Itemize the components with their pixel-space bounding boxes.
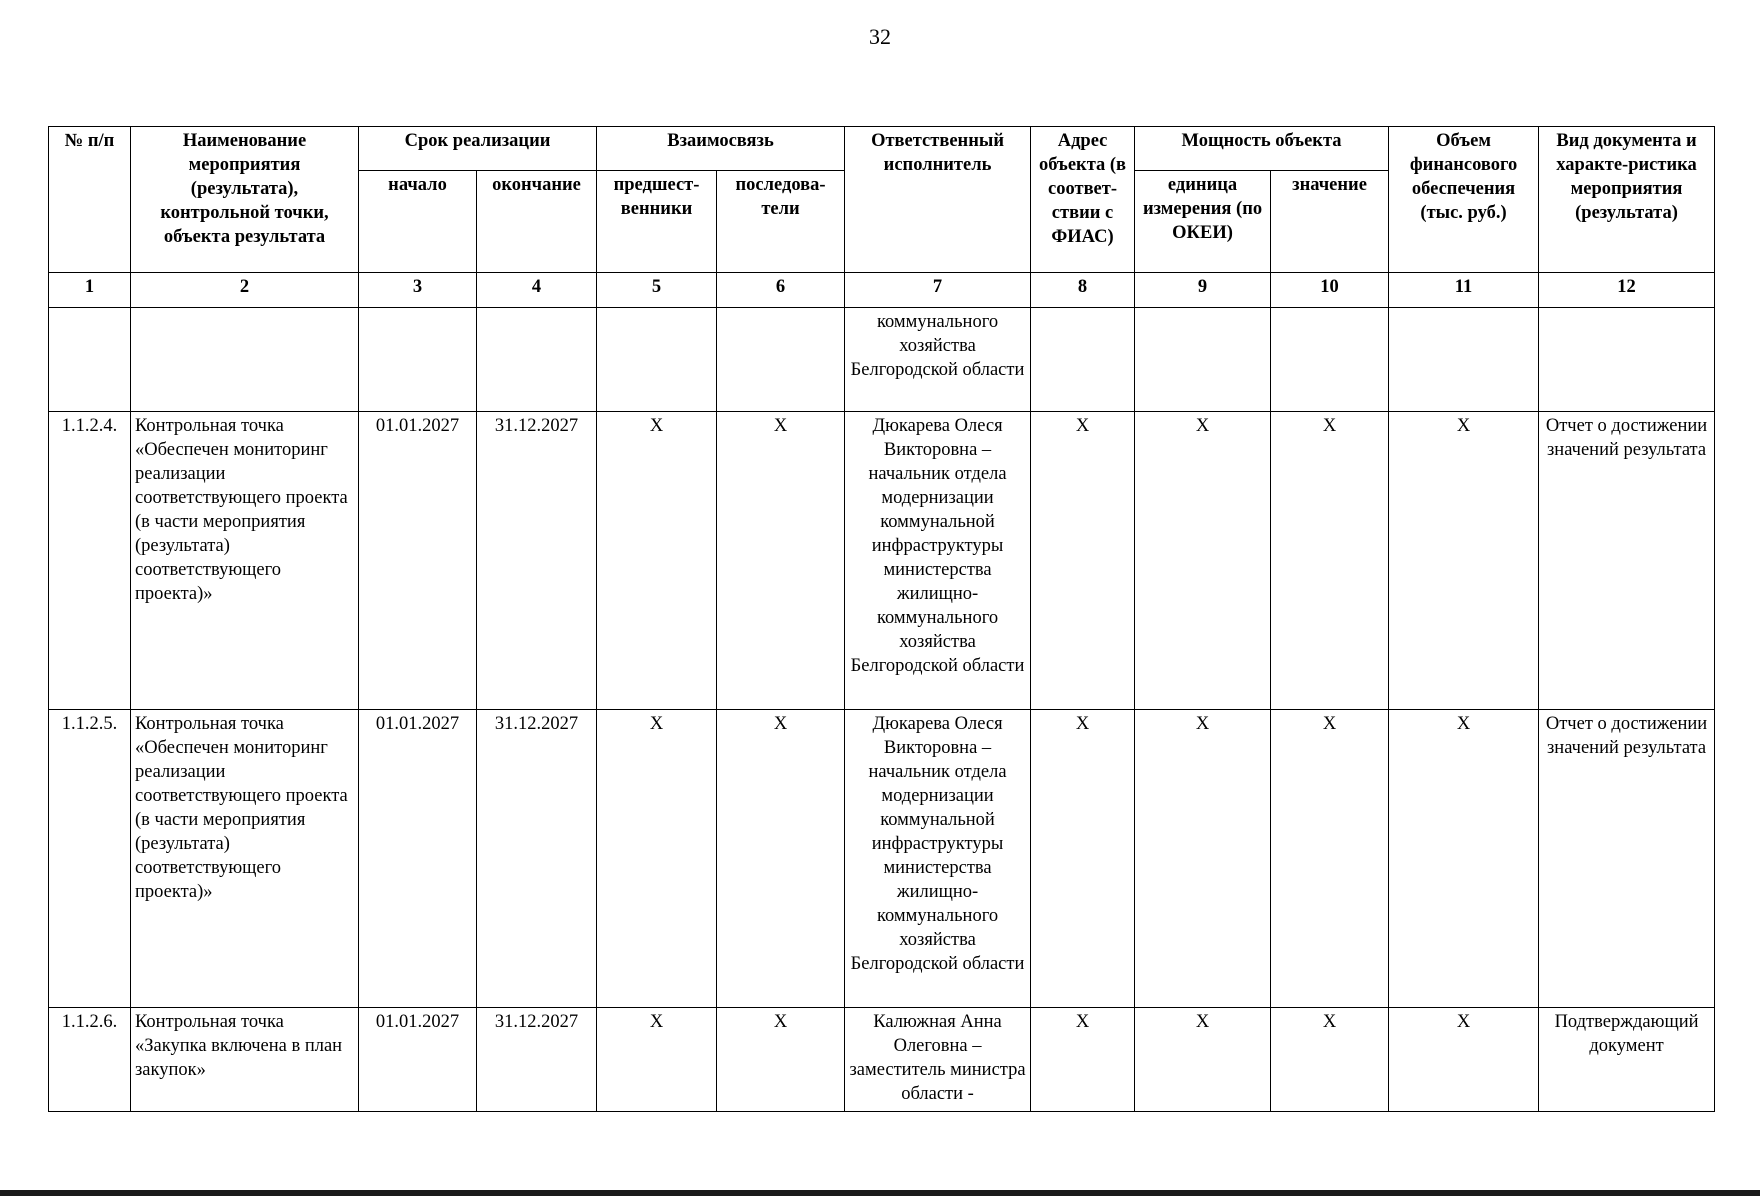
col-number: 9 [1135, 273, 1271, 308]
row-address: X [1031, 710, 1135, 1008]
header-responsible: Ответственный исполнитель [845, 127, 1031, 273]
row-doc: Отчет о достижении значений результата [1539, 710, 1715, 1008]
header-address: Адрес объекта (в соответ-ствии с ФИАС) [1031, 127, 1135, 273]
row-start: 01.01.2027 [359, 1008, 477, 1112]
header-successors: последова-тели [717, 171, 845, 273]
row-unit: X [1135, 710, 1271, 1008]
header-row-1 [49, 127, 1715, 171]
row-address [1031, 308, 1135, 412]
row-successors: X [717, 710, 845, 1008]
header-no: № п/п [49, 127, 131, 273]
col-number: 8 [1031, 273, 1135, 308]
row-predecessors: X [597, 1008, 717, 1112]
row-predecessors: X [597, 710, 717, 1008]
row-responsible: Калюжная Анна Олеговна – заместитель министра области - [845, 1008, 1031, 1112]
row-address: X [1031, 1008, 1135, 1112]
column-number-row [49, 273, 1715, 308]
row-funding: X [1389, 710, 1539, 1008]
col-number: 4 [477, 273, 597, 308]
col-number: 1 [49, 273, 131, 308]
col-number: 2 [131, 273, 359, 308]
header-value: значение [1271, 171, 1389, 273]
row-start [359, 308, 477, 412]
col-number: 7 [845, 273, 1031, 308]
header-start: начало [359, 171, 477, 273]
row-value: X [1271, 710, 1389, 1008]
col-number: 11 [1389, 273, 1539, 308]
row-id: 1.1.2.4. [49, 412, 131, 710]
row-id: 1.1.2.5. [49, 710, 131, 1008]
row-value [1271, 308, 1389, 412]
row-unit [1135, 308, 1271, 412]
row-id [49, 308, 131, 412]
table-row [49, 710, 1715, 1008]
row-unit: X [1135, 412, 1271, 710]
header-name: Наименование мероприятия (результата), контрольной точки, объекта результата [131, 127, 359, 273]
row-name: Контрольная точка «Обеспечен мониторинг реализации соответствующего проекта (в части мероприятия (результата) соответствующего проекта)» [131, 412, 359, 710]
col-number: 10 [1271, 273, 1389, 308]
header-capacity: Мощность объекта [1135, 127, 1389, 171]
row-unit: X [1135, 1008, 1271, 1112]
plan-table [48, 126, 1715, 1112]
row-end: 31.12.2027 [477, 710, 597, 1008]
header-relation: Взаимосвязь [597, 127, 845, 171]
row-responsible: коммунального хозяйства Белгородской области [845, 308, 1031, 412]
col-number: 3 [359, 273, 477, 308]
row-successors: X [717, 412, 845, 710]
row-doc: Отчет о достижении значений результата [1539, 412, 1715, 710]
row-predecessors: X [597, 412, 717, 710]
table-row [49, 308, 1715, 412]
col-number: 6 [717, 273, 845, 308]
row-funding [1389, 308, 1539, 412]
row-value: X [1271, 1008, 1389, 1112]
row-name: Контрольная точка «Закупка включена в план закупок» [131, 1008, 359, 1112]
row-end: 31.12.2027 [477, 412, 597, 710]
row-responsible: Дюкарева Олеся Викторовна – начальник отдела модернизации коммунальной инфраструктуры министерства жилищно-коммунального хозяйства Белгородской области [845, 412, 1031, 710]
row-successors: X [717, 1008, 845, 1112]
row-doc: Подтверждающий документ [1539, 1008, 1715, 1112]
page-number: 32 [869, 24, 891, 49]
header-period: Срок реализации [359, 127, 597, 171]
row-name [131, 308, 359, 412]
row-start: 01.01.2027 [359, 710, 477, 1008]
header-end: окончание [477, 171, 597, 273]
header-predecessors: предшест-венники [597, 171, 717, 273]
row-end: 31.12.2027 [477, 1008, 597, 1112]
col-number: 12 [1539, 273, 1715, 308]
row-start: 01.01.2027 [359, 412, 477, 710]
header-doc: Вид документа и характе-ристика мероприятия (результата) [1539, 127, 1715, 273]
row-id: 1.1.2.6. [49, 1008, 131, 1112]
col-number: 5 [597, 273, 717, 308]
row-name: Контрольная точка «Обеспечен мониторинг реализации соответствующего проекта (в части мероприятия (результата) соответствующего проекта)» [131, 710, 359, 1008]
scan-edge-divider [0, 1190, 1760, 1196]
row-end [477, 308, 597, 412]
row-address: X [1031, 412, 1135, 710]
header-funding: Объем финансового обеспечения (тыс. руб.) [1389, 127, 1539, 273]
row-successors [717, 308, 845, 412]
table-row [49, 1008, 1715, 1112]
row-value: X [1271, 412, 1389, 710]
row-predecessors [597, 308, 717, 412]
row-funding: X [1389, 1008, 1539, 1112]
row-responsible: Дюкарева Олеся Викторовна – начальник отдела модернизации коммунальной инфраструктуры министерства жилищно-коммунального хозяйства Белгородской области [845, 710, 1031, 1008]
header-unit: единица измерения (по ОКЕИ) [1135, 171, 1271, 273]
row-doc [1539, 308, 1715, 412]
table-row [49, 412, 1715, 710]
row-funding: X [1389, 412, 1539, 710]
